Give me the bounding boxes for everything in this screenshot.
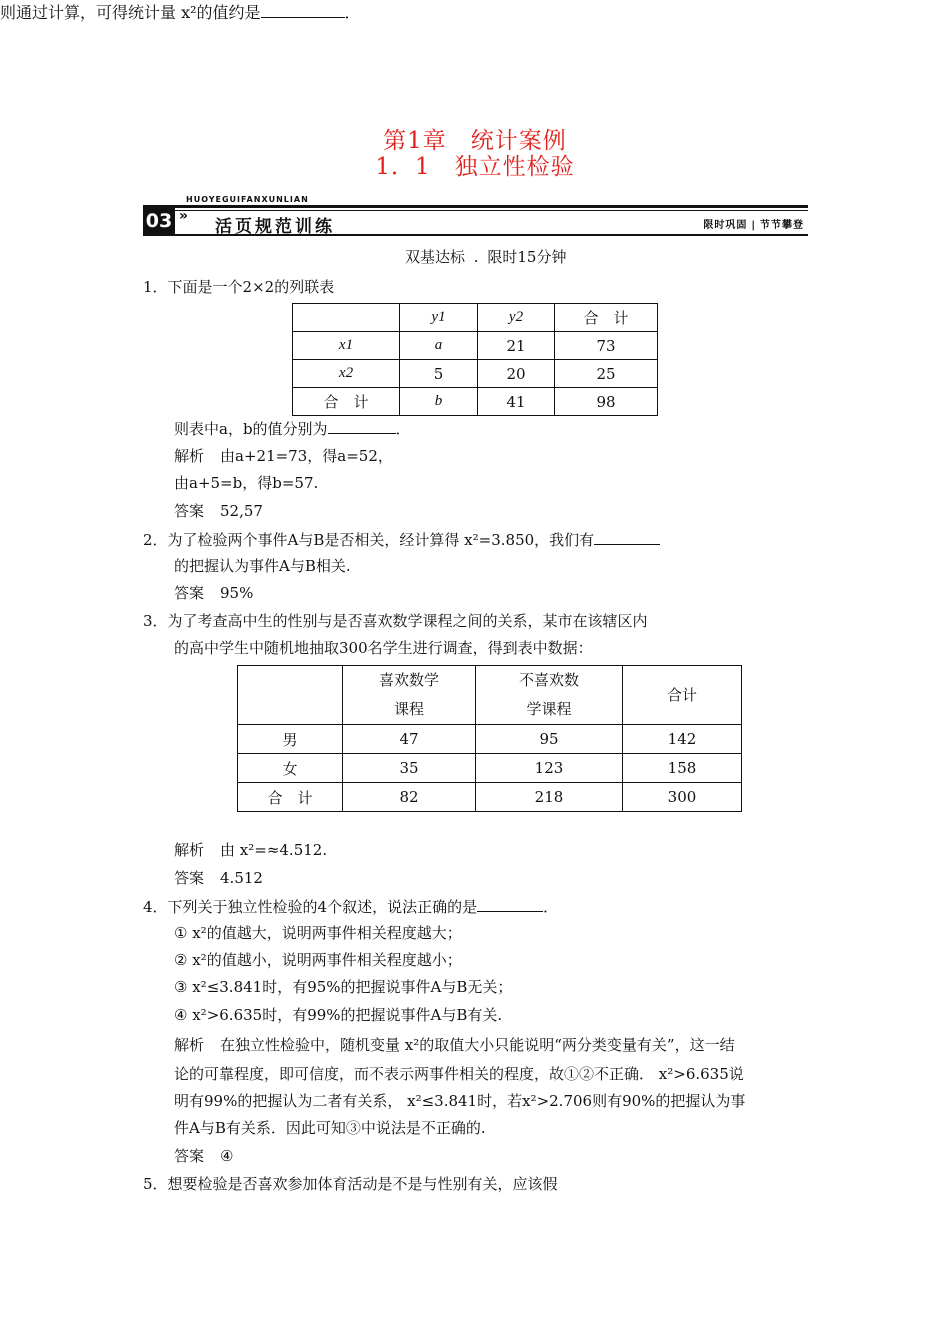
table-cell: 95: [476, 725, 623, 754]
answer-blank: [261, 2, 345, 18]
q1-ask-text: 则表中a，b的值分别为: [174, 420, 328, 438]
table-cell: 不喜欢数学课程: [476, 666, 623, 725]
table-cell: 158: [623, 754, 742, 783]
q4-text: 下列关于独立性检验的4个叙述，说法正确的是: [167, 898, 478, 916]
banner-right-a: 限时巩固: [703, 220, 748, 231]
section-title: 1．1 独立性检验: [375, 154, 575, 180]
q2-answer: [174, 583, 253, 603]
q2-number: 2．: [143, 531, 168, 549]
q4-analysis-3: 明有99%的把握认为二者有关系， x²≤3.841时，若x²>2.706则有90%的把握认为事: [174, 1092, 746, 1110]
table-cell: 35: [343, 754, 476, 783]
q2-text-1: 为了检验两个事件A与B是否相关，经计算得 x²=3.850，我们有: [167, 531, 595, 549]
table-row: [238, 666, 742, 725]
q4-analysis-1: [174, 1035, 735, 1055]
table-row: [293, 332, 658, 360]
table-cell: 5: [400, 360, 478, 388]
q4-number: 4．: [143, 898, 168, 916]
table-cell: 男: [238, 725, 343, 754]
q1-number: 1．: [143, 278, 168, 296]
table-cell: 82: [343, 783, 476, 812]
analysis-label: 解析: [174, 841, 205, 859]
analysis-label: 解析: [174, 1036, 205, 1054]
q2-line2: 的把握认为事件A与B相关.: [174, 557, 351, 575]
table-cell: y2: [478, 304, 555, 332]
table-cell: 20: [478, 360, 555, 388]
table-cell: 合 计: [555, 304, 658, 332]
q5-text: 想要检验是否喜欢参加体育活动是不是与性别有关，应该假: [167, 1175, 558, 1193]
table-cell: 女: [238, 754, 343, 783]
q4-analysis-4: 件A与B有关系．因此可知③中说法是不正确的.: [174, 1119, 486, 1137]
banner-label: 活页规范训练: [215, 217, 335, 237]
table-cell: 25: [555, 360, 658, 388]
table-cell: 73: [555, 332, 658, 360]
q1-text: 下面是一个2×2的列联表: [167, 278, 335, 296]
table-row: [293, 360, 658, 388]
q4-stem: [143, 896, 558, 917]
table-row: [238, 754, 742, 783]
section-dot: .: [473, 248, 479, 266]
q2-answer-value: 95%: [220, 584, 254, 602]
q2-line1: [143, 529, 660, 550]
chapter-title: 第1章 统计案例: [383, 128, 567, 154]
q4-option-3: ③ x²≤3.841时，有95%的把握说事件A与B无关；: [174, 978, 513, 996]
q4-analysis-text-1: 在独立性检验中，随机变量 x²的取值大小只能说明“两分类变量有关”，这一结: [220, 1036, 735, 1054]
table-cell: 合计: [623, 666, 742, 725]
answer-label: 答案: [174, 869, 205, 887]
table-row: [238, 725, 742, 754]
q4-option-1: ① x²的值越大，说明两事件相关程度越大；: [174, 924, 462, 942]
table-cell: 47: [343, 725, 476, 754]
q1-stem: [143, 277, 334, 297]
q1-analysis-text-1: 由a+21=73，得a=52，: [220, 447, 393, 465]
table-cell: [238, 666, 343, 725]
q3-line2: 的高中学生中随机地抽取300名学生进行调查，得到表中数据：: [174, 639, 593, 657]
section-heading: [405, 247, 566, 267]
q3-number: 3．: [143, 612, 168, 630]
analysis-label: 解析: [174, 447, 205, 465]
q3-table: [237, 665, 742, 812]
answer-blank: [477, 896, 543, 912]
q1-answer: [174, 501, 263, 521]
table-row: [238, 783, 742, 812]
q3-answer-value: 4.512: [220, 869, 263, 887]
table-cell: 21: [478, 332, 555, 360]
table-cell: 喜欢数学课程: [343, 666, 476, 725]
q1-answer-value: 52,57: [220, 502, 263, 520]
table-cell: 98: [555, 388, 658, 416]
table-cell: x1: [293, 332, 400, 360]
answer-label: 答案: [174, 584, 205, 602]
banner-right-b: 节节攀登: [760, 220, 804, 231]
answer-blank: [328, 418, 396, 434]
q3-line1: [143, 611, 648, 631]
answer-blank: [594, 529, 660, 545]
table-row: [293, 388, 658, 416]
table-cell: 123: [476, 754, 623, 783]
banner-rule-top: [143, 205, 808, 208]
q4-analysis-2: 论的可靠程度，即可信度，而不表示两事件相关的程度，故①②不正确． x²>6.635说: [174, 1065, 744, 1083]
q5-number: 5．: [143, 1175, 168, 1193]
q4-option-2: ② x²的值越小，说明两事件相关程度越小；: [174, 951, 462, 969]
table-cell: 合 计: [293, 388, 400, 416]
banner-rule-thin: [143, 210, 808, 211]
section-label: 双基达标: [405, 248, 466, 266]
answer-label: 答案: [174, 1147, 205, 1165]
table-cell: a: [400, 332, 478, 360]
table-cell: [293, 304, 400, 332]
q4-answer-value: ④: [220, 1147, 234, 1165]
q3-text-1: 为了考查高中生的性别与是否喜欢数学课程之间的关系，某市在该辖区内: [167, 612, 648, 630]
table-cell: b: [400, 388, 478, 416]
answer-label: 答案: [174, 502, 205, 520]
banner-right-separator: |: [751, 220, 756, 231]
practice-banner: [143, 205, 808, 237]
q3-ask-end: ．: [344, 3, 361, 22]
banner-number: 03: [143, 208, 175, 234]
table-cell: y1: [400, 304, 478, 332]
q1-analysis-2: 由a+5=b，得b=57.: [174, 474, 319, 492]
q4-answer: [174, 1146, 233, 1166]
table-cell: 218: [476, 783, 623, 812]
double-arrow-icon: »: [179, 208, 189, 224]
q3-analysis-text: 由 x²=≈4.512.: [220, 841, 328, 859]
table-row: [293, 304, 658, 332]
q5-stem: [143, 1174, 558, 1194]
q4-stem-end: ．: [543, 898, 559, 916]
table-cell: 142: [623, 725, 742, 754]
q3-ask-text: 则通过计算，可得统计量 x²的值约是: [0, 3, 261, 22]
q1-ask-end: ．: [395, 420, 411, 438]
banner-pinyin: HUOYEGUIFANXUNLIAN: [186, 195, 309, 204]
table-cell: 合 计: [238, 783, 343, 812]
q1-table: [292, 303, 658, 416]
q3-answer: [174, 868, 263, 888]
q1-analysis-1: [174, 446, 393, 466]
q1-ask: [174, 418, 411, 439]
q4-option-4: ④ x²>6.635时，有99%的把握说事件A与B有关.: [174, 1006, 503, 1024]
q3-analysis: [174, 840, 327, 860]
banner-right-text: [703, 216, 804, 231]
table-cell: 300: [623, 783, 742, 812]
section-time: 限时15分钟: [487, 248, 567, 266]
table-cell: 41: [478, 388, 555, 416]
table-cell: x2: [293, 360, 400, 388]
